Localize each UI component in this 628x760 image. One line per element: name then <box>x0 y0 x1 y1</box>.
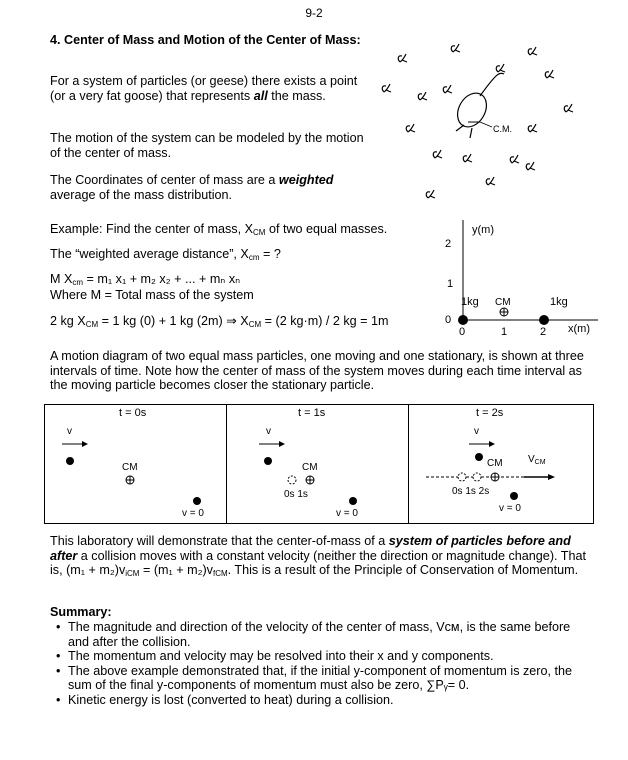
summary-item: • The magnitude and direction of the velocity of the center of mass, Vᴄᴍ, is the same before and after the collision. <box>56 620 571 649</box>
panel-3-v0-label: v = 0 <box>499 503 521 514</box>
cm-marker-icon <box>491 473 499 481</box>
panel-3-time: t = 2s <box>476 407 504 419</box>
summary-item: • The above example demonstrated that, if the initial y-component of momentum is zero, the sum of the final y-components of momentum must also be zero, ∑Pᵧ= 0. <box>56 663 573 692</box>
intro-paragraph-3: The Coordinates of center of mass are a weighted average of the mass distribution. <box>50 173 334 202</box>
example-line-4: Where M = Total mass of the system <box>50 288 254 302</box>
summary-item: • Kinetic energy is lost (converted to heat) during a collision. <box>56 692 394 707</box>
panel-3-cm-label: CM <box>487 458 503 469</box>
vcm-arrow-icon <box>524 474 555 480</box>
goose-icon <box>382 44 573 198</box>
motion-panels <box>44 404 594 524</box>
x-tick-0: 0 <box>459 326 466 338</box>
graph-cm-label: CM <box>495 297 511 308</box>
mass-right <box>539 315 549 325</box>
stationary-particle <box>510 492 518 500</box>
mass-left-label: 1kg <box>461 296 479 308</box>
moving-particle <box>66 457 74 465</box>
panel-1-v0-label: v = 0 <box>182 508 204 519</box>
x-tick-2: 2 <box>540 326 547 338</box>
example-line-1: Example: Find the center of mass, $X_{CM}$ of two equal masses. <box>50 222 388 237</box>
velocity-arrow-icon <box>62 441 88 447</box>
example-line-3: M $X_{cm} = m_1$ x₁ + m₂ x₂ + ... + mₙ xₙ <box>50 272 241 287</box>
panel-2-time: t = 1s <box>298 407 326 419</box>
geese-figure <box>380 30 590 210</box>
y-tick-0: 0 <box>445 314 452 326</box>
panel-1-v-label: v <box>67 426 72 437</box>
stationary-particle <box>193 497 201 505</box>
example-line-2: The “weighted average distance”, $X_{cm}$ = ? <box>50 247 281 262</box>
stationary-particle <box>349 497 357 505</box>
page-number: 9-2 <box>305 6 323 20</box>
panel-1-time: t = 0s <box>119 407 147 419</box>
y-tick-1: 1 <box>447 278 454 290</box>
y-tick-2: 2 <box>445 238 452 250</box>
panel-2-ghost-labels: 0s 1s <box>284 489 308 500</box>
panel-2-cm-label: CM <box>302 462 318 473</box>
y-axis-label: y(m) <box>472 224 494 236</box>
cm-marker-icon <box>306 476 314 484</box>
x-tick-1: 1 <box>501 326 508 338</box>
mass-left <box>458 315 468 325</box>
cm-marker-icon <box>126 476 134 484</box>
panel-2-v0-label: v = 0 <box>336 508 358 519</box>
example-line-5: 2 kg $X_{CM} = 1$ kg (0) + 1 kg (2m) ⇒ $X_{CM} = (2$ kg·m) / 2 kg = 1m <box>50 314 389 329</box>
motion-intro: A motion diagram of two equal mass particles, one moving and one stationary, is shown at three intervals of time. Note how the center of mass of the system moves during each time interval as the moving particle becomes closer the stationary particle. <box>50 349 584 392</box>
lab-paragraph: This laboratory will demonstrate that the center-of-mass of a system of particles before and after a collision moves with a constant velocity (neither the direction or magnitude change). That is, $(m_1 + m_2)v_{iCM} = (m_1 + m_2)v_{fCM}$. This is a result of the Principle of Conservation of Momentum. <box>50 534 586 578</box>
summary-item: • The momentum and velocity may be resolved into their x and y components. <box>56 649 494 663</box>
ghost-cm-marker <box>458 473 466 481</box>
velocity-arrow-icon <box>469 441 495 447</box>
cm-marker-icon <box>500 308 508 316</box>
section-title: 4. Center of Mass and Motion of the Center of Mass: <box>50 33 361 47</box>
cm-graph <box>438 215 608 345</box>
panel-2-v-label: v <box>266 426 271 437</box>
goose-cm-label: C.M. <box>493 124 512 134</box>
intro-paragraph-1: For a system of particles (or geese) there exists a point (or a very fat goose) that represents all the mass. <box>50 74 358 103</box>
panel-3-vcm-label: $V_{CM}$ <box>528 454 546 466</box>
moving-particle <box>264 457 272 465</box>
x-axis-label: x(m) <box>568 323 590 335</box>
summary-list <box>50 620 590 707</box>
panel-3-v-label: v <box>474 426 479 437</box>
moving-particle <box>475 453 483 461</box>
summary-title: Summary: <box>50 605 112 619</box>
velocity-arrow-icon <box>259 441 285 447</box>
intro-paragraph-2: The motion of the system can be modeled by the motion of the center of mass. <box>50 131 364 160</box>
mass-right-label: 1kg <box>550 296 568 308</box>
panel-3-ghost-labels: 0s 1s 2s <box>452 486 490 497</box>
ghost-cm-marker <box>473 473 481 481</box>
ghost-cm-marker <box>288 476 296 484</box>
panel-1-cm-label: CM <box>122 462 138 473</box>
